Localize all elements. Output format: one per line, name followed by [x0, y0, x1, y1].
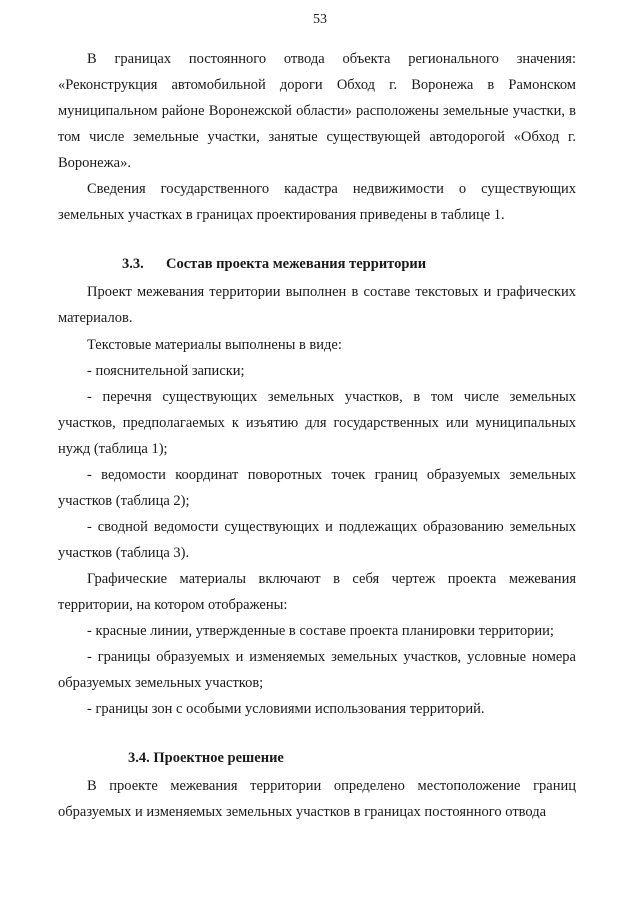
- section-3-4-paragraph-1: В проекте межевания территории определено местоположение границ образуемых и изменяемых земельных участков в границах постоянного отвода: [58, 778, 576, 820]
- list-item: - ведомости координат поворотных точек границ образуемых земельных участков (таблица 2);: [58, 467, 576, 509]
- list-item: - границы образуемых и изменяемых земельных участков, условные номера образуемых земельных участков;: [58, 649, 576, 691]
- list-item: - границы зон с особыми условиями использования территорий.: [87, 701, 485, 717]
- section-3-3-paragraph-3: Графические материалы включают в себя чертеж проекта межевания территории, на котором отображены:: [58, 571, 576, 613]
- section-title: Состав проекта межевания территории: [166, 256, 427, 272]
- list-item: - перечня существующих земельных участков, в том числе земельных участков, предполагаемых к изъятию для государственных или муниципальных нужд (таблица 1);: [58, 389, 576, 457]
- section-3-3-paragraph-2: Текстовые материалы выполнены в виде:: [87, 337, 342, 353]
- list-item: - сводной ведомости существующих и подлежащих образованию земельных участков (таблица 3).: [58, 519, 576, 561]
- section-3-3-paragraph-1: Проект межевания территории выполнен в составе текстовых и графических материалов.: [58, 284, 576, 326]
- section-heading-3-3: [122, 256, 426, 273]
- page-number: 53: [313, 12, 327, 27]
- intro-paragraph-1: В границах постоянного отвода объекта регионального значения: «Реконструкция автомобильной дороги Обход г. Воронежа в Рамонском муниципальном районе Воронежской области» расположены земельные участки, в том числе земельные участки, занятые существующей автодорогой «Обход г. Воронежа».: [58, 51, 576, 171]
- list-item: - пояснительной записки;: [87, 363, 245, 379]
- section-number: 3.3.: [122, 256, 144, 272]
- list-item: - красные линии, утвержденные в составе проекта планировки территории;: [87, 623, 554, 639]
- intro-paragraph-2: Сведения государственного кадастра недвижимости о существующих земельных участках в границах проектирования приведены в таблице 1.: [58, 181, 576, 223]
- section-heading-3-4: 3.4. Проектное решение: [128, 750, 284, 766]
